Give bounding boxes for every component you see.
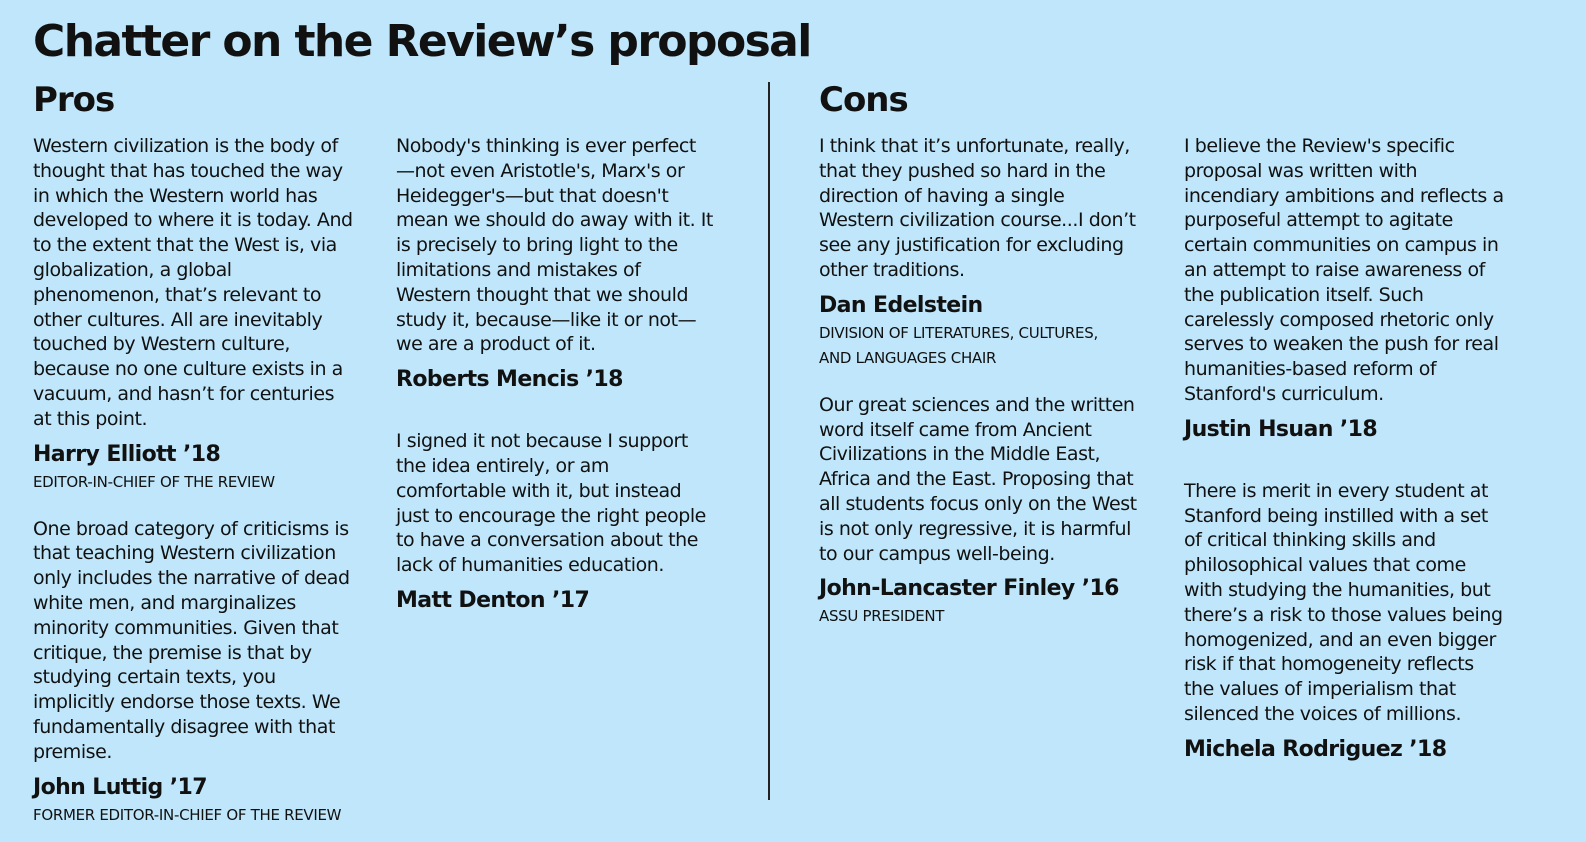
quote-text: I signed it not because I support the idea entirely, or am comfortable with it, but instead just to encourage the right people to have a conversation about the lack of humanities education. — [396, 430, 706, 577]
cons-column-1 — [819, 134, 1137, 629]
quote-entry — [396, 134, 714, 395]
quote-entry — [33, 134, 353, 495]
quote-author: Roberts Mencis ’18 — [396, 367, 623, 393]
column-divider — [768, 82, 770, 800]
pros-heading: Pros — [33, 80, 115, 120]
cons-heading: Cons — [819, 80, 908, 120]
quote-entry — [396, 429, 714, 616]
quote-entry — [1184, 479, 1504, 765]
quote-entry — [819, 393, 1137, 630]
cons-column-2 — [1184, 134, 1504, 765]
quote-author: John-Lancaster Finley ’16 — [819, 576, 1119, 602]
quote-text: One broad category of criticisms is that teaching Western civilization only includes the narrative of dead white men, and marginalizes minority communities. Given that critique, the premise is that by studying certain texts, you implicitly endorse those texts. We fundamentally disagree with that premise. — [33, 517, 350, 763]
quote-author: Matt Denton ’17 — [396, 587, 590, 613]
quote-author-role: DIVISION OF LITERATURES, CULTURES, AND LANGUAGES CHAIR — [819, 323, 1098, 367]
page-title: Chatter on the Review’s proposal — [33, 16, 811, 67]
quote-author: Harry Elliott ’18 — [33, 441, 221, 467]
quote-text: Nobody's thinking is ever perfect—not even Aristotle's, Marx's or Heidegger's—but that doesn't mean we should do away with it. It is precisely to bring light to the limitations and mistakes of Western thought that we should study it, because—like it or not—we are a product of it. — [396, 135, 713, 356]
quote-author-role: ASSU PRESIDENT — [819, 607, 945, 626]
quote-text: I believe the Review's specific proposal was written with incendiary ambitions and reflects a purposeful attempt to agitate certain communities on campus in an attempt to raise awareness of the publication itself. Such carelessly composed rhetoric only serves to weaken the push for real humanities-based reform of Stanford's curriculum. — [1184, 135, 1504, 405]
quote-author: Dan Edelstein — [819, 292, 983, 318]
quote-text: There is merit in every student at Stanford being instilled with a set of critical thinking skills and philosophical values that come with studying the humanities, but there’s a risk to those values being homogenized, and an even bigger risk if that homogeneity reflects the values of imperialism that silenced the voices of millions. — [1184, 479, 1503, 725]
quote-entry — [1184, 134, 1504, 445]
quote-author: Michela Rodriguez ’18 — [1184, 736, 1447, 762]
quote-author-role: FORMER EDITOR-IN-CHIEF OF THE REVIEW — [33, 805, 342, 824]
pros-column-2 — [396, 134, 714, 616]
pros-column-1 — [33, 134, 353, 828]
quote-author: John Luttig ’17 — [33, 774, 207, 800]
quote-entry — [33, 517, 353, 828]
quote-text: I think that it’s unfortunate, really, that they pushed so hard in the direction of having a single Western civilization course...I don’t see any justification for excluding other traditions. — [819, 135, 1136, 281]
quote-author-role: EDITOR-IN-CHIEF OF THE REVIEW — [33, 472, 275, 491]
quote-text: Western civilization is the body of thought that has touched the way in which the Western world has developed to where it is today. And to the extent that the West is, via globalization, a global phenomenon, that’s relevant to other cultures. All are inevitably touched by Western culture, because no one culture exists in a vacuum, and hasn’t for centuries at this point. — [33, 135, 353, 430]
quote-entry — [819, 134, 1137, 371]
quote-text: Our great sciences and the written word itself came from Ancient Civilizations in the Middle East, Africa and the East. Proposing that all students focus only on the West is not only regressive, it is harmful to our campus well-being. — [819, 393, 1137, 565]
quote-author: Justin Hsuan ’18 — [1184, 416, 1378, 442]
